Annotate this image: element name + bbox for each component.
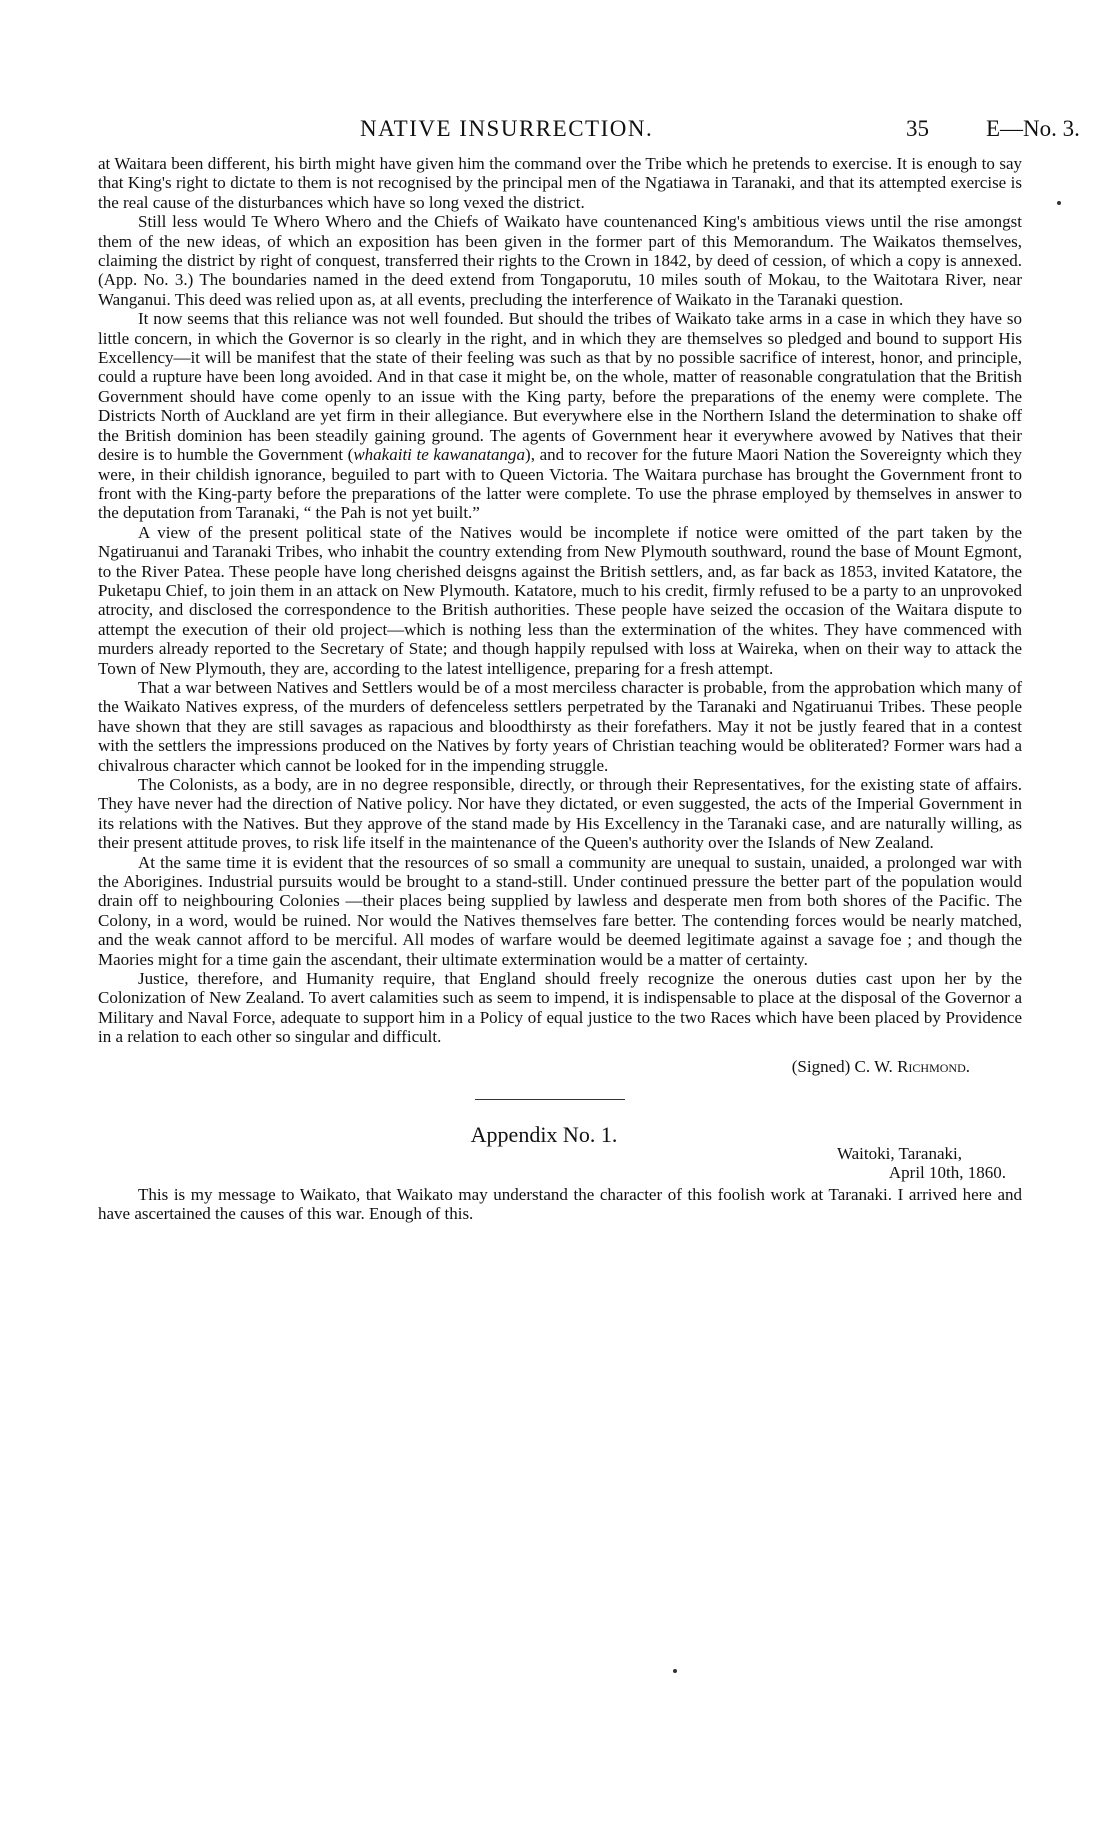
paragraph-7: At the same time it is evident that the resources of so small a community are unequal to sustain, unaided, a prolonged war with the Aborigines. Industrial pursuits would be brought to a stand-still. Under continued pressure the better part of the population would drain off to neighbouring Colonies —their places being supplied by lawless and desperate men from both shores of the Pacific. The Colony, in a word, would be ruined. Nor would the Natives themselves fare better. The contending forces would be nearly matched, and the weak cannot afford to be merciful. All modes of warfare would be deemed legitimate against a savage foe ; and though the Maories might for a time gain the ascendant, their ultimate extermination would be a matter of certainty.: [98, 852, 1022, 969]
signature-prefix: (Signed) C. W.: [791, 1056, 893, 1076]
page-number: 35: [906, 116, 929, 141]
document-reference: E—No. 3.: [986, 116, 1080, 141]
print-speck: [1057, 201, 1061, 205]
print-speck: [673, 1669, 677, 1673]
paragraph-3: [98, 309, 1022, 522]
appendix-body: [98, 1185, 1022, 1224]
appendix-title: Appendix No. 1.: [470, 1121, 618, 1147]
memorandum-body: [98, 154, 1022, 1047]
paragraph-6: The Colonists, as a body, are in no degree responsible, directly, or through their Representatives, for the existing state of affairs. They have never had the direction of Native policy. Nor have they dictated, or even suggested, the acts of the Imperial Government in its relations with the Natives. But they approve of the stand made by His Excellency in the Taranaki case, and are naturally willing, as their present attitude proves, to risk life itself in the maintenance of the Queen's authority over the Islands of New Zealand.: [98, 775, 1022, 853]
signature-name: Richmond.: [897, 1056, 970, 1076]
signature-line: [98, 1057, 1022, 1077]
appendix-place: Waitoki, Taranaki,: [836, 1143, 962, 1163]
header-title: NATIVE INSURRECTION.: [360, 116, 654, 141]
paragraph-1: at Waitara been different, his birth might have given him the command over the Tribe which he pretends to exercise. It is enough to say that King's right to dictate to them is not recognised by the principal men of the Ngatiawa in Taranaki, and that its attempted exercise is the real cause of the disturbances which have so long vexed the district.: [98, 154, 1022, 212]
document-page: [98, 112, 1080, 1223]
appendix-dateline: [98, 1144, 1022, 1183]
appendix-paragraph: This is my message to Waikato, that Waikato may understand the character of this foolish work at Taranaki. I arrived here and have ascertained the causes of this war. Enough of this.: [98, 1184, 1022, 1223]
section-divider: [475, 1099, 625, 1100]
paragraph-4: A view of the present political state of the Natives would be incomplete if notice were omitted of the part taken by the Ngatiruanui and Taranaki Tribes, who inhabit the country extending from New Plymouth southward, round the base of Mount Egmont, to the River Patea. These people have long cherished deisgns against the British settlers, and, as far back as 1853, invited Katatore, the Puketapu Chief, to join them in an attack on New Plymouth. Katatore, much to his credit, firmly refused to be a party to an unprovoked atrocity, and disclosed the correspondence to the British authorities. These people have seized the occasion of the Waitara dispute to attempt the execution of their old project—which is nothing less than the extermination of the whites. They have commenced with murders already reported to the Secretary of State; and though happily repulsed with loss at Waireka, when on their way to attack the Town of New Plymouth, they are, according to the latest intelligence, preparing for a fresh attempt.: [98, 522, 1022, 678]
paragraph-3-part-a: It now seems that this reliance was not well founded. But should the tribes of Waikato take arms in a case in which they have so little concern, in which the Governor is so clearly in the right, and in which they are themselves so pledged and bound to support His Excellency—it will be manifest that the state of their feeling was such as that by no possible sacrifice of interest, honor, and principle, could a rupture have been long avoided. And in that case it might be, on the whole, matter of reasonable congratulation that the British Government should have come openly to an issue with the King party, before the preparations of the enemy were complete. The Districts North of Auckland are yet firm in their allegiance. But everywhere else in the Northern Island the determination to shake off the British dominion has been steadily gaining ground. The agents of Government hear it everywhere avowed by Natives that their desire is to humble the Government (: [98, 309, 1022, 465]
paragraph-2: Still less would Te Whero Whero and the Chiefs of Waikato have countenanced King's ambitious views until the rise amongst them of the new ideas, of which an exposition has been given in the former part of this Memorandum. The Waikatos themselves, claiming the district by right of conquest, transferred their rights to the Crown in 1842, by deed of cession, of which a copy is annexed. (App. No. 3.) The boundaries named in the deed extend from Tongaporutu, 10 miles south of Mokau, to the Waitotara River, near Wanganui. This deed was relied upon as, at all events, precluding the interference of Waikato in the Taranaki question.: [98, 212, 1022, 309]
paragraph-5: That a war between Natives and Settlers would be of a most merciless character is probable, from the approbation which many of the Waikato Natives express, of the murders of defenceless settlers perpetrated by the Taranaki and Ngatiruanui Tribes. These people have shown that they are still savages as rapacious and bloodthirsty as their forefathers. May it not be justly feared that in a contest with the settlers the impressions produced on the Natives by forty years of Christian teaching would be obliterated? Former wars had a chivalrous character which cannot be looked for in the impending struggle.: [98, 677, 1022, 775]
maori-phrase: whakaiti te kawanatanga: [353, 445, 526, 465]
paragraph-3-part-b: ), and to recover for the future Maori Nation the Sovereignty which they were, in their childish ignorance, beguiled to part with to Queen Victoria. The Waitara purchase has brought the Government front to front with the King-party before the preparations of the latter were complete. To use the phrase employed by themselves in answer to the deputation from Taranaki, “ the Pah is not yet built.”: [98, 445, 1022, 523]
paragraph-8: Justice, therefore, and Humanity require, that England should freely recognize the onerous duties cast upon her by the Colonization of New Zealand. To avert calamities such as seem to impend, it is indispensable to place at the disposal of the Governor a Military and Naval Force, adequate to support him in a Policy of equal justice to the two Races which have been placed by Providence in a relation to each other so singular and difficult.: [98, 969, 1022, 1047]
running-header: [98, 112, 1080, 152]
appendix-date: April 10th, 1860.: [888, 1163, 1006, 1183]
